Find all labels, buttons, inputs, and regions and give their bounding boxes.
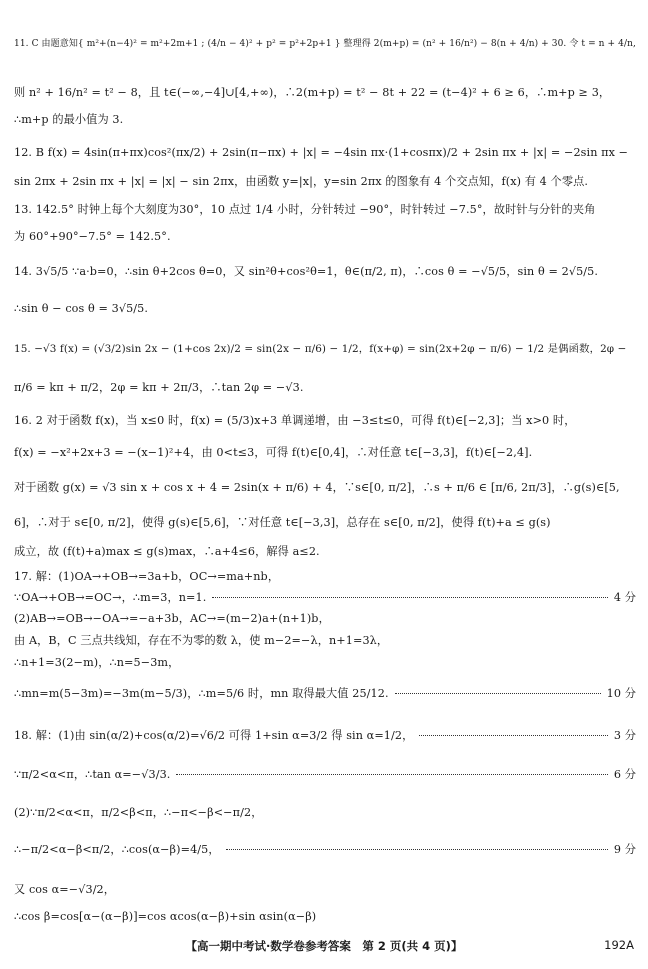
leader-dots — [226, 849, 608, 850]
answer-15-line-2: π/6 = kπ + π/2，2φ = kπ + 2π/3，∴tan 2φ = −√3. — [14, 381, 304, 394]
answer-13-line-1: 13. 142.5° 时钟上每个大刻度为30°，10 点过 1/4 小时，分针转过 −90°，时针转过 −7.5°，故时针与分针的夹角 — [14, 203, 596, 216]
answer-17-line-1: 17. 解：(1)OA→+OB→=3a+b，OC→=ma+nb， — [14, 570, 280, 583]
answer-14-line-1: 14. 3√5/5 ∵a·b=0，∴sin θ+2cos θ=0，又 sin²θ+cos²θ=1，θ∈(π/2, π)，∴cos θ = −√5/5，sin θ = 2√5/5. — [14, 265, 599, 278]
leader-dots — [419, 735, 607, 736]
score-points: 4 分 — [613, 591, 636, 604]
answer-18-step-1 — [14, 729, 636, 743]
answer-18-step-2 — [14, 768, 636, 782]
answer-16-line-4: 6]，∴对于 s∈[0, π/2]，使得 g(s)∈[5,6]，∵对任意 t∈[−3,3]，总存在 s∈[0, π/2]，使得 f(t)+a ≤ g(s) — [14, 516, 551, 529]
step-text: ∴−π/2<α−β<π/2，∴cos(α−β)=4/5， — [14, 843, 220, 856]
answer-11-line-2: 则 n² + 16/n² = t² − 8，且 t∈(−∞,−4]∪[4,+∞)，∴2(m+p) = t² − 8t + 22 = (t−4)² + 6 ≥ 6，∴m+p ≥ 3， — [14, 86, 611, 99]
answer-17-step-4: ∴n+1=3(2−m)，∴n=5−3m， — [14, 656, 180, 669]
answer-11-line-1: 11. C 由题意知{ m²+(n−4)² = m²+2m+1 ; (4/n − 4)² + p² = p²+2p+1 } 整理得 2(m+p) = (n² + 16/n²) − 8(n + 4/n) + 30. 令 t = n + 4/n, — [14, 39, 636, 49]
answer-16-line-2: f(x) = −x²+2x+3 = −(x−1)²+4，由 0<t≤3，可得 f(t)∈[0,4]，∴对任意 t∈[−3,3]，f(t)∈[−2,4]. — [14, 446, 533, 459]
step-text: ∴mn=m(5−3m)=−3m(m−5/3)，∴m=5/6 时，mn 取得最大值 25/12. — [14, 687, 389, 700]
answer-18-step-5: 又 cos α=−√3/2， — [14, 883, 116, 896]
leader-dots — [176, 774, 607, 775]
answer-11-line-3: ∴m+p 的最小值为 3. — [14, 113, 124, 126]
answer-14-line-2: ∴sin θ − cos θ = 3√5/5. — [14, 302, 149, 315]
step-text: ∵OA→+OB→=OC→，∴m=3，n=1. — [14, 591, 207, 604]
answer-12-line-2: sin 2πx + 2sin πx + |x| = |x| − sin 2πx，由函数 y=|x|，y=sin 2πx 的图象有 4 个交点知，f(x) 有 4 个零点. — [14, 175, 589, 188]
answer-13-line-2: 为 60°+90°−7.5° = 142.5°. — [14, 230, 171, 243]
score-points: 3 分 — [613, 729, 636, 742]
answer-12-line-1: 12. B f(x) = 4sin(π+πx)cos²(πx/2) + 2sin(π−πx) + |x| = −4sin πx·(1+cosπx)/2 + 2sin πx + |x| = −2sin πx − — [14, 146, 629, 159]
answer-18-step-6: ∴cos β=cos[α−(α−β)]=cos αcos(α−β)+sin αsin(α−β) — [14, 910, 317, 923]
step-text: ∵π/2<α<π，∴tan α=−√3/3. — [14, 768, 171, 781]
score-points: 6 分 — [613, 768, 636, 781]
answer-17-step-3: 由 A，B，C 三点共线知，存在不为零的数 λ，使 m−2=−λ，n+1=3λ， — [14, 634, 389, 647]
answer-18-step-4 — [14, 843, 636, 857]
score-points: 10 分 — [606, 687, 636, 700]
answer-15-line-1: 15. −√3 f(x) = (√3/2)sin 2x − (1+cos 2x)/2 = sin(2x − π/6) − 1/2，f(x+φ) = sin(2x+2φ − π/6) − 1/2 是偶函数，2φ − — [14, 343, 627, 355]
answer-16-line-1: 16. 2 对于函数 f(x)，当 x≤0 时，f(x) = (5/3)x+3 单调递增，由 −3≤t≤0，可得 f(t)∈[−2,3]；当 x>0 时， — [14, 414, 576, 427]
answer-16-line-5: 成立，故 (f(t)+a)max ≤ g(s)max，∴a+4≤6，解得 a≤2. — [14, 545, 320, 558]
leader-dots — [395, 693, 601, 694]
answer-18-step-3: (2)∵π/2<α<π，π/2<β<π，∴−π<−β<−π/2， — [14, 806, 263, 819]
answer-17-step-1 — [14, 591, 636, 605]
leader-dots — [212, 597, 607, 598]
page-footer: 【高一期中考试·数学卷参考答案 第 2 页(共 4 页)】 — [185, 939, 463, 953]
answer-17-step-5 — [14, 687, 636, 701]
score-points: 9 分 — [613, 843, 636, 856]
answer-16-line-3: 对于函数 g(x) = √3 sin x + cos x + 4 = 2sin(x + π/6) + 4，∵s∈[0, π/2]，∴s + π/6 ∈ [π/6, 2π/3]，∴g(s)∈[5, — [14, 481, 620, 494]
answer-17-step-2: (2)AB→=OB→−OA→=−a+3b，AC→=(m−2)a+(n+1)b， — [14, 612, 330, 625]
step-text: 18. 解：(1)由 sin(α/2)+cos(α/2)=√6/2 可得 1+sin α=3/2 得 sin α=1/2， — [14, 729, 414, 742]
paper-code: 192A — [604, 938, 634, 952]
